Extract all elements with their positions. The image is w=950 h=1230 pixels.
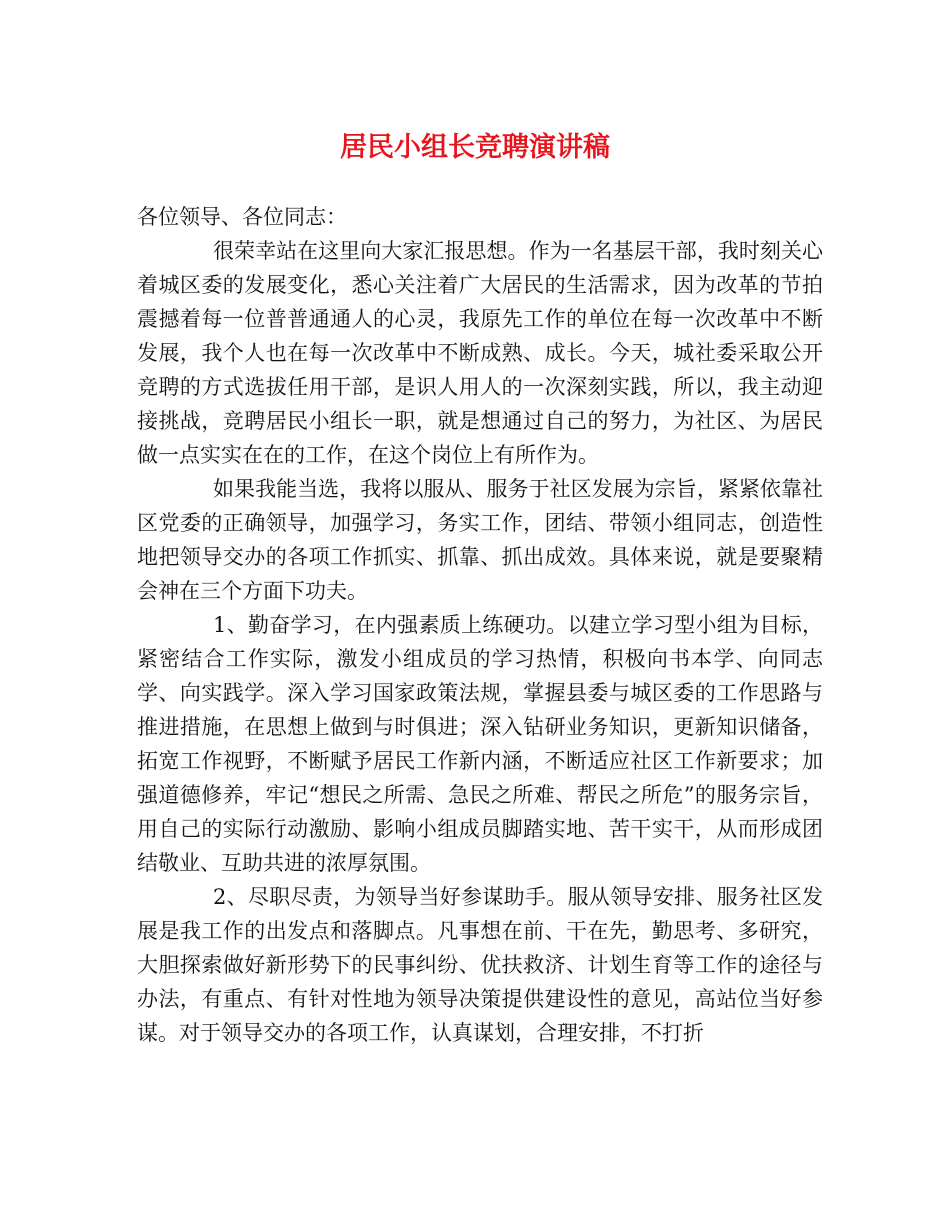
paragraph-commitment: 如果我能当选，我将以服从、服务于社区发展为宗旨，紧紧依靠社区党委的正确领导，加强学习，务实工作，团结、带领小组同志，创造性地把领导交办的各项工作抓实、抓靠、抓出成效。具体来说，就是要聚精会神在三个方面下功夫。 [137,477,823,603]
document-body [137,200,823,1050]
document-title: 居民小组长竞聘演讲稿 [340,132,610,163]
paragraph-intro: 很荣幸站在这里向大家汇报思想。作为一名基层干部，我时刻关心着城区委的发展变化，悉心关注着广大居民的生活需求，因为改革的节拍震撼着每一位普普通通人的心灵，我原先工作的单位在每一次改革中不断发展，我个人也在每一次改革中不断成熟、成长。今天，城社委采取公开竞聘的方式选拔任用干部，是识人用人的一次深刻实践，所以，我主动迎接挑战，竞聘居民小组长一职，就是想通过自己的努力，为社区、为居民做一点实实在在的工作，在这个岗位上有所作为。 [137,239,823,467]
salutation: 各位领导、各位同志： [137,205,347,229]
paragraph-point-1: 1、勤奋学习，在内强素质上练硬功。以建立学习型小组为目标，紧密结合工作实际，激发小组成员的学习热情，积极向书本学、向同志学、向实践学。深入学习国家政策法规，掌握县委与城区委的工作思路与推进措施，在思想上做到与时俱进；深入钻研业务知识，更新知识储备，拓宽工作视野，不断赋予居民工作新内涵，不断适应社区工作新要求；加强道德修养，牢记“想民之所需、急民之所难、帮民之所危”的服务宗旨，用自己的实际行动激励、影响小组成员脚踏实地、苦干实干，从而形成团结敬业、互助共进的浓厚氛围。 [137,613,823,875]
paragraph-point-2: 2、尽职尽责，为领导当好参谋助手。服从领导安排、服务社区发展是我工作的出发点和落脚点。凡事想在前、干在先，勤思考、多研究，大胆探索做好新形势下的民事纠纷、优扶救济、计划生育等工作的途径与办法，有重点、有针对性地为领导决策提供建设性的意见，高站位当好参谋。对于领导交办的各项工作，认真谋划，合理安排，不打折 [137,885,823,1045]
